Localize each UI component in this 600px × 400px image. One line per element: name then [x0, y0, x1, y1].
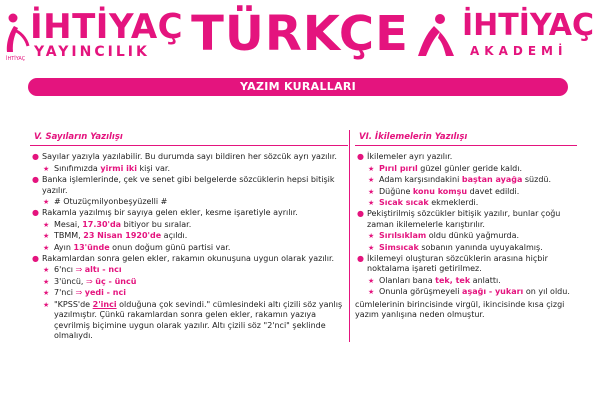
- example-text: sobanın yanında uyuyakalmış.: [418, 242, 543, 252]
- rule-text: Pekiştirilmiş sözcükler bitişik yazılır, bunlar çoğu zaman ikilemelerle karıştırılır.: [367, 209, 561, 229]
- example-highlight: aşağı - yukarı: [462, 287, 524, 297]
- example-item: [355, 243, 577, 253]
- example-text: # Otuzüçmilyonbeşyüzelli #: [54, 197, 168, 207]
- rule-item: [30, 152, 348, 162]
- example-text: oldu dünkü yağmurda.: [426, 231, 520, 241]
- section-title: VI. İkilemelerin Yazılışı: [355, 130, 577, 146]
- reduplication-section: [355, 130, 577, 321]
- example-highlight: Pırıl pırıl: [379, 163, 418, 173]
- section-divider: [349, 130, 350, 342]
- example-text: anlattı.: [470, 275, 501, 285]
- example-text: kişi var.: [136, 163, 171, 173]
- example-text: olduğuna çok sevindi." cümlesindeki altı çizili söz yanlış yazılmıştır. Çünkü rakamlardan sonra gelen ekler, rakamın yazıya çevrilmiş biçimine uygun olarak yazılır. Altı çizili söz "2'nci" şeklinde olmalıydı.: [54, 299, 343, 340]
- section-banner: YAZIM KURALLARI: [28, 78, 568, 96]
- explanation-text: cümlelerinin birincisinde virgül, ikincisinde kısa çizgi yazım yanlışına neden olmuştur.: [355, 299, 565, 320]
- bullet-icon: ●: [32, 208, 39, 218]
- example-highlight: konu komşu: [412, 186, 468, 196]
- numbers-section: [30, 130, 348, 342]
- example-item: [30, 220, 348, 230]
- example-text: 7'nci: [54, 288, 73, 298]
- bullet-icon: ●: [357, 152, 364, 162]
- example-text: 6'ncı: [54, 265, 73, 275]
- right-brand-sub: AKADEMİ: [470, 44, 568, 58]
- star-icon: ★: [43, 243, 50, 252]
- star-icon: ★: [368, 199, 375, 208]
- example-highlight: 13'ünde: [73, 242, 110, 252]
- rule-text: Rakamlardan sonra gelen ekler, rakamın okunuşuna uygun olarak yazılır.: [42, 254, 335, 264]
- rule-item: [30, 208, 348, 218]
- example-item: [355, 276, 577, 286]
- page-title: TÜRKÇE: [191, 6, 409, 62]
- bullet-icon: ●: [357, 209, 364, 219]
- example-item: [30, 277, 348, 287]
- rule-item: [30, 175, 348, 196]
- star-icon: ★: [368, 164, 375, 173]
- example-item: [355, 175, 577, 185]
- star-icon: ★: [43, 232, 50, 241]
- example-item: [30, 243, 348, 253]
- left-brand-sub: YAYINCILIK: [34, 44, 150, 60]
- example-text: açıldı.: [161, 231, 188, 241]
- rule-item: [30, 254, 348, 264]
- rule-item: [355, 209, 577, 230]
- rule-item: [355, 152, 577, 162]
- example-item: [30, 288, 348, 298]
- star-icon: ★: [368, 243, 375, 252]
- example-text: süzdü.: [522, 175, 552, 185]
- bullet-icon: ●: [32, 175, 39, 185]
- rule-text: Rakamla yazılmış bir sayıya gelen ekler, kesme işaretiyle ayrılır.: [42, 208, 298, 218]
- example-highlight: 23 Nisan 1920'de: [83, 231, 162, 241]
- example-highlight: baştan ayağa: [461, 175, 523, 185]
- rule-text: Banka işlemlerinde, çek ve senet gibi belgelerde sözcüklerin hepsi bitişik yazılır.: [42, 175, 335, 195]
- rule-text: İkilemeler ayrı yazılır.: [367, 152, 453, 162]
- example-text: davet edildi.: [467, 186, 520, 196]
- example-item: [30, 164, 348, 174]
- arrow-icon: ⇒: [86, 276, 93, 286]
- example-highlight: üç - üncü: [95, 276, 137, 286]
- example-highlight: Sırılsıklam: [379, 231, 427, 241]
- star-icon: ★: [43, 289, 50, 298]
- example-text: Mesai,: [54, 219, 83, 229]
- example-highlight: yirmi iki: [100, 163, 137, 173]
- example-highlight: tek, tek: [435, 275, 471, 285]
- example-item: [355, 231, 577, 241]
- left-brand-tiny: İHTİYAÇ: [6, 56, 26, 62]
- example-text: bitiyor bu sıralar.: [121, 219, 192, 229]
- rule-text: Sayılar yazıyla yazılabilir. Bu durumda sayı bildiren her sözcük ayrı yazılır.: [42, 152, 337, 162]
- example-text: "KPSS'de: [54, 299, 93, 309]
- star-icon: ★: [43, 198, 50, 207]
- example-text: Adam karşısındakini: [379, 175, 462, 185]
- bullet-icon: ●: [357, 254, 364, 264]
- example-item: [355, 287, 577, 297]
- example-text: Onunla görüşmeyeli: [379, 287, 463, 297]
- bullet-icon: ●: [32, 152, 39, 162]
- example-text: Ayın: [54, 242, 74, 252]
- ihtiyac-yayincilik-logo: [4, 6, 182, 64]
- star-icon: ★: [43, 266, 50, 275]
- star-icon: ★: [43, 164, 50, 173]
- right-brand-name: İHTİYAÇ: [462, 8, 594, 43]
- example-text: Sınıfımızda: [54, 163, 101, 173]
- bullet-icon: ●: [32, 254, 39, 264]
- example-text: ekmeklerdi.: [428, 198, 479, 208]
- example-highlight: yedi - nci: [84, 288, 126, 298]
- left-brand-name: İHTİYAÇ: [30, 7, 184, 47]
- section-title: V. Sayıların Yazılışı: [30, 130, 348, 146]
- rule-item: [355, 254, 577, 275]
- example-text: Olanları bana: [379, 275, 436, 285]
- rule-text: İkilemeyi oluşturan sözcüklerin arasına hiçbir noktalama işareti getirilmez.: [367, 254, 548, 274]
- example-item: [30, 300, 348, 342]
- figure-logo-icon: [414, 12, 458, 60]
- example-highlight: Simsıcak: [379, 242, 419, 252]
- example-highlight: Sıcak sıcak: [379, 198, 429, 208]
- example-item: [30, 231, 348, 241]
- ihtiyac-akademi-logo: [414, 8, 594, 64]
- star-icon: ★: [43, 300, 50, 309]
- example-text: TBMM,: [54, 231, 84, 241]
- star-icon: ★: [368, 288, 375, 297]
- example-text: 3'üncü,: [54, 276, 84, 286]
- star-icon: ★: [368, 232, 375, 241]
- example-text: on yıl oldu.: [523, 287, 570, 297]
- example-highlight: altı - ncı: [84, 265, 122, 275]
- example-item: [355, 198, 577, 208]
- star-icon: ★: [368, 176, 375, 185]
- arrow-icon: ⇒: [75, 288, 83, 298]
- example-highlight: 17.30'da: [82, 219, 122, 229]
- example-item: [30, 197, 348, 207]
- star-icon: ★: [368, 276, 375, 285]
- arrow-icon: ⇒: [75, 265, 83, 275]
- example-item: [30, 265, 348, 275]
- example-text: Düğüne: [379, 186, 413, 196]
- example-item: [355, 187, 577, 197]
- star-icon: ★: [43, 220, 50, 229]
- example-highlight: 2'inci: [92, 299, 117, 309]
- figure-logo-icon: [4, 12, 32, 54]
- example-text: güzel günler geride kaldı.: [417, 163, 523, 173]
- star-icon: ★: [368, 187, 375, 196]
- example-item: [355, 164, 577, 174]
- star-icon: ★: [43, 277, 50, 286]
- example-text: onun doğum günü partisi var.: [109, 242, 231, 252]
